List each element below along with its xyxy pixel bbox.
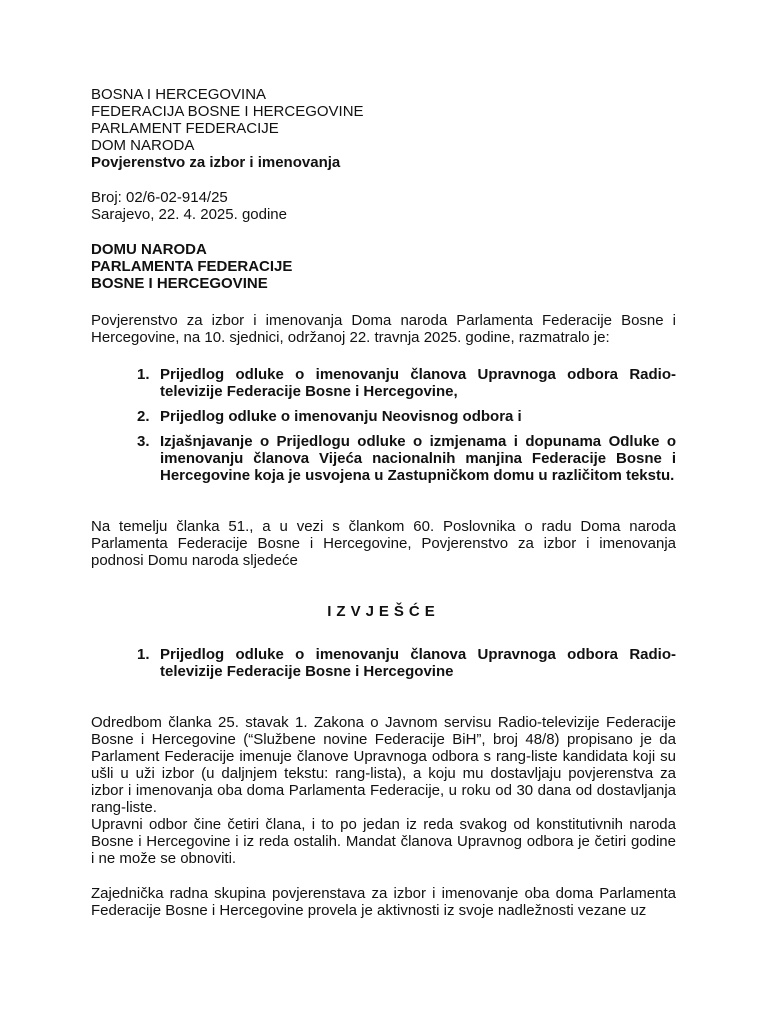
reference-block [91, 189, 676, 223]
issuer-header [91, 86, 676, 171]
section-list [91, 646, 676, 680]
recipient-line: DOMU NARODA [91, 241, 207, 258]
section-heading [91, 646, 676, 680]
section-title: Prijedlog odluke o imenovanju članova Upravnoga odbora Radio-televizije Federacije Bosne i Hercegovine [160, 646, 676, 680]
recipient-line: BOSNE I HERCEGOVINE [91, 275, 268, 292]
header-line: FEDERACIJA BOSNE I HERCEGOVINE [91, 103, 364, 120]
committee-name: Povjerenstvo za izbor i imenovanja [91, 154, 341, 171]
agenda-item [91, 408, 676, 425]
body-paragraph: Odredbom članka 25. stavak 1. Zakona o Javnom servisu Radio-televizije Federacije Bosne i Hercegovine (“Službene novine Federacije BiH”, broj 48/8) propisano je da Parlament Federacije imenuje članove Upravnoga odbora s rang-liste kandidata koji su ušli u uži izbor (u daljnjem tekstu: rang-lista), a koju mu dostavljaju povjerenstva za izbor i imenovanja oba doma Parlamenta Federacije, u roku od 30 dana od dostavljanja rang-liste. [91, 714, 676, 816]
document-page [91, 86, 676, 919]
agenda-item-number: 3. [137, 433, 150, 450]
header-line: PARLAMENT FEDERACIJE [91, 120, 279, 137]
section-number: 1. [137, 646, 150, 663]
legal-basis-paragraph: Na temelju članka 51., a u vezi s člankom 60. Poslovnika o radu Doma naroda Parlamenta Federacije Bosne i Hercegovine, Povjerenstvo za izbor i imenovanja podnosi Domu naroda sljedeće [91, 518, 676, 569]
body-paragraph: Zajednička radna skupina povjerenstava za izbor i imenovanje oba doma Parlamenta Federacije Bosne i Hercegovine provela je aktivnosti iz svoje nadležnosti vezane uz [91, 885, 676, 919]
header-line: BOSNA I HERCEGOVINA [91, 86, 267, 103]
agenda-item-number: 1. [137, 366, 150, 383]
agenda-list [91, 366, 676, 484]
body-paragraph: Upravni odbor čine četiri člana, i to po jedan iz reda svakog od konstitutivnih naroda Bosne i Hercegovine i iz reda ostalih. Mandat članova Upravnog odbora je četiri godine i ne može se obnoviti. [91, 816, 676, 867]
agenda-item-text: Prijedlog odluke o imenovanju Neovisnog odbora i [160, 408, 522, 425]
intro-paragraph: Povjerenstvo za izbor i imenovanja Doma naroda Parlamenta Federacije Bosne i Hercegovine, na 10. sjednici, održanoj 22. travnja 2025. godine, razmatralo je: [91, 312, 676, 346]
agenda-item [91, 366, 676, 400]
place-date: Sarajevo, 22. 4. 2025. godine [91, 206, 287, 223]
agenda-item-text: Izjašnjavanje o Prijedlogu odluke o izmjenama i dopunama Odluke o imenovanju članova Vijeća nacionalnih manjina Federacije Bosne i Hercegovine koja je usvojena u Zastupničkom domu u različitom tekstu. [160, 433, 676, 484]
report-title: IZVJEŠĆE [327, 603, 440, 620]
reference-number: Broj: 02/6-02-914/25 [91, 189, 228, 206]
agenda-item-text: Prijedlog odluke o imenovanju članova Upravnoga odbora Radio-televizije Federacije Bosne i Hercegovine, [160, 366, 676, 400]
agenda-item-number: 2. [137, 408, 150, 425]
header-line: DOM NARODA [91, 137, 195, 154]
recipient-line: PARLAMENTA FEDERACIJE [91, 258, 293, 275]
agenda-item [91, 433, 676, 484]
recipient-block [91, 241, 676, 292]
